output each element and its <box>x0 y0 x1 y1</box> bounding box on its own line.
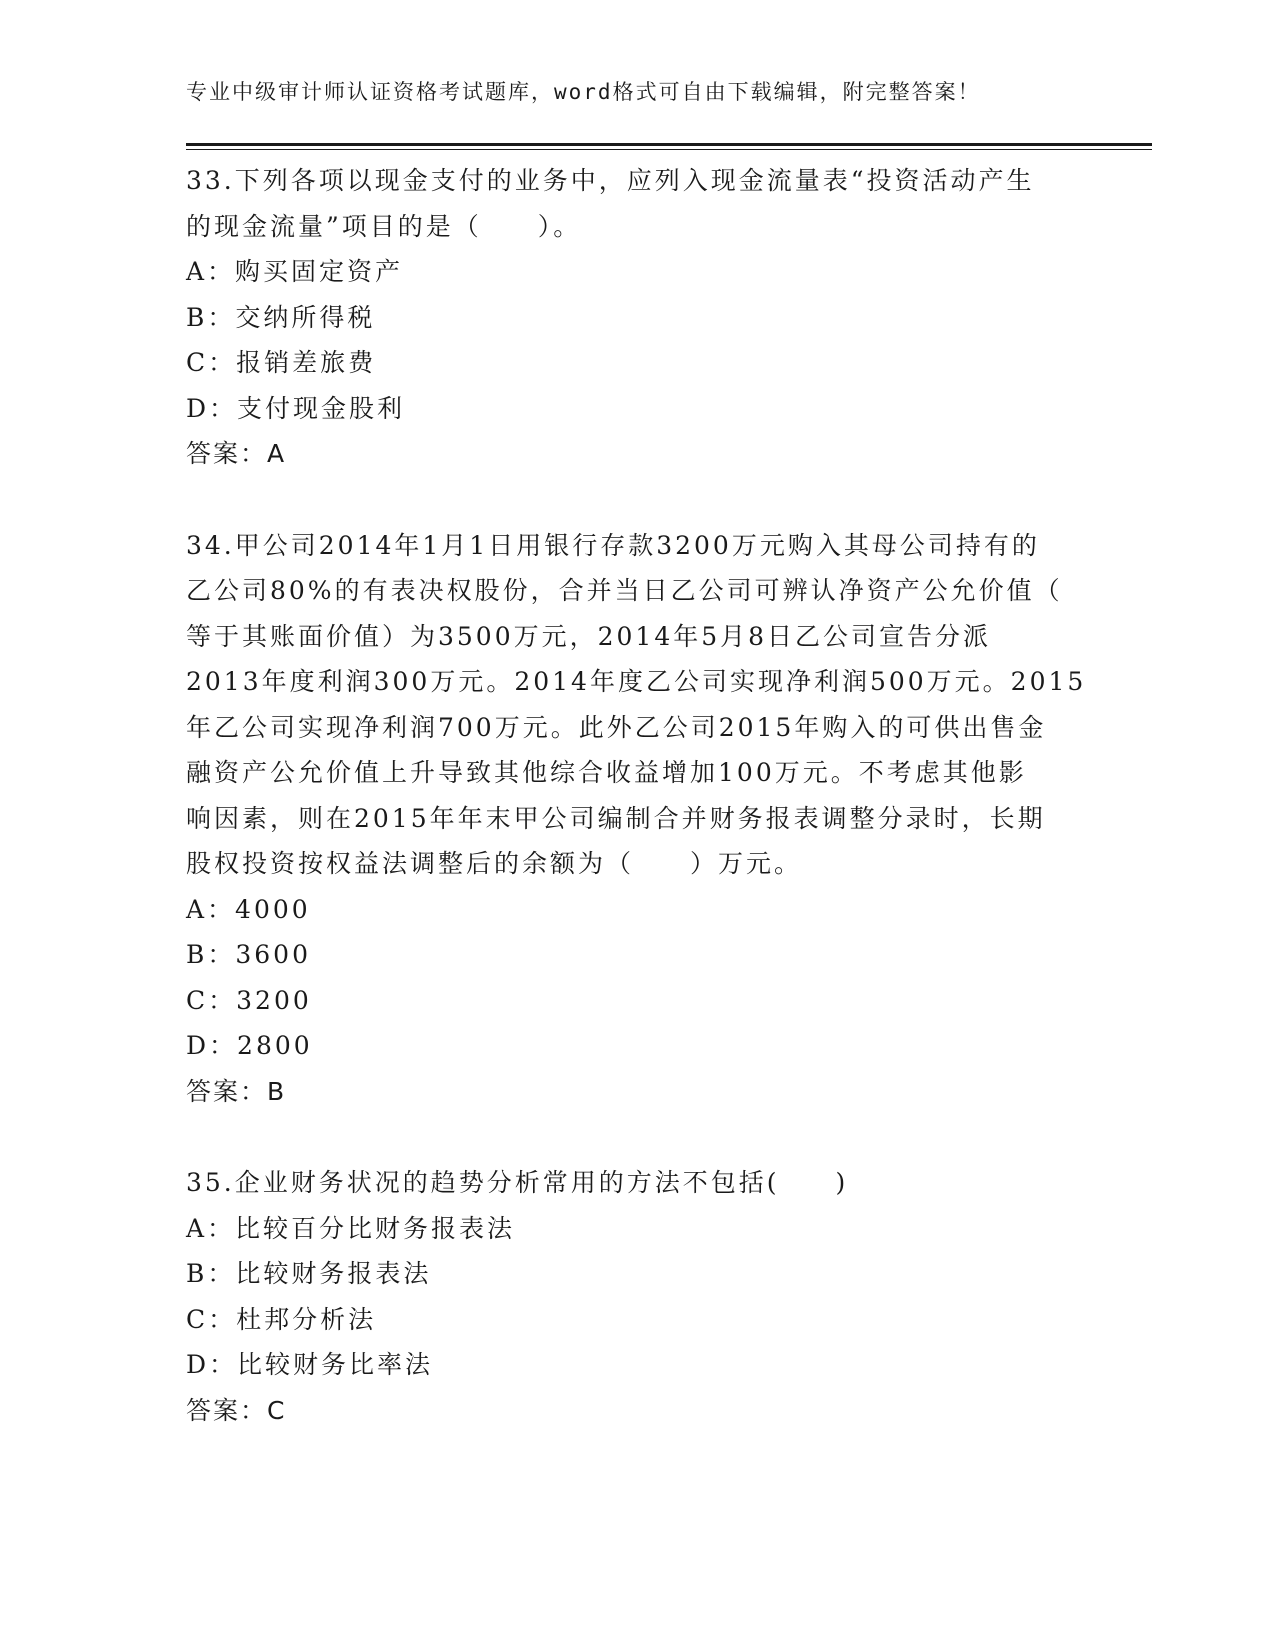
option-c: C：杜邦分析法 <box>186 1304 377 1334</box>
page-header: 专业中级审计师认证资格考试题库，word格式可自由下载编辑，附完整答案！ <box>186 80 981 104</box>
question-34 <box>186 523 1086 1115</box>
header-rule-thin <box>186 149 1152 150</box>
question-33 <box>186 158 1086 477</box>
question-text-line: 34.甲公司2014年1月1日用银行存款3200万元购入其母公司持有的 <box>186 530 1040 560</box>
option-c: C：3200 <box>186 985 312 1015</box>
option-c: C：报销差旅费 <box>186 348 377 377</box>
question-list <box>186 158 1086 1433</box>
answer-line: 答案：A <box>186 439 287 468</box>
question-text-line: 乙公司80%的有表决权股份，合并当日乙公司可辨认净资产公允价值（ <box>186 576 1063 605</box>
question-text-line: 等于其账面价值）为3500万元，2014年5月8日乙公司宣告分派 <box>186 621 992 651</box>
header-rule-thick <box>186 143 1152 146</box>
question-text-line: 33.下列各项以现金支付的业务中，应列入现金流量表“投资活动产生 <box>186 166 1035 195</box>
option-a: A：4000 <box>186 894 311 924</box>
option-b: B：比较财务报表法 <box>186 1259 432 1288</box>
option-a: A：比较百分比财务报表法 <box>186 1213 516 1243</box>
option-b: B：交纳所得税 <box>186 302 376 332</box>
spacer <box>186 477 1086 523</box>
question-35 <box>186 1160 1086 1433</box>
option-d: D：2800 <box>186 1031 313 1060</box>
spacer <box>186 1114 1086 1160</box>
question-text-line: 2013年度利润300万元。2014年度乙公司实现净利润500万元。2015 <box>186 667 1087 696</box>
question-text-line: 融资产公允价值上升导致其他综合收益增加100万元。不考虑其他影 <box>186 758 1027 787</box>
answer-line: 答案：C <box>186 1395 287 1425</box>
question-text-line: 年乙公司实现净利润700万元。此外乙公司2015年购入的可供出售金 <box>186 712 1047 742</box>
option-a: A：购买固定资产 <box>186 257 404 286</box>
question-text-line: 的现金流量”项目的是（ ）。 <box>186 211 582 241</box>
question-text-line: 响因素，则在2015年年末甲公司编制合并财务报表调整分录时，长期 <box>186 803 1046 833</box>
question-text-line: 35.企业财务状况的趋势分析常用的方法不包括( ) <box>186 1168 849 1197</box>
option-b: B：3600 <box>186 940 311 969</box>
option-d: D：支付现金股利 <box>186 393 406 423</box>
answer-line: 答案：B <box>186 1076 287 1106</box>
option-d: D：比较财务比率法 <box>186 1350 434 1379</box>
question-text-line: 股权投资按权益法调整后的余额为（ ）万元。 <box>186 849 803 878</box>
